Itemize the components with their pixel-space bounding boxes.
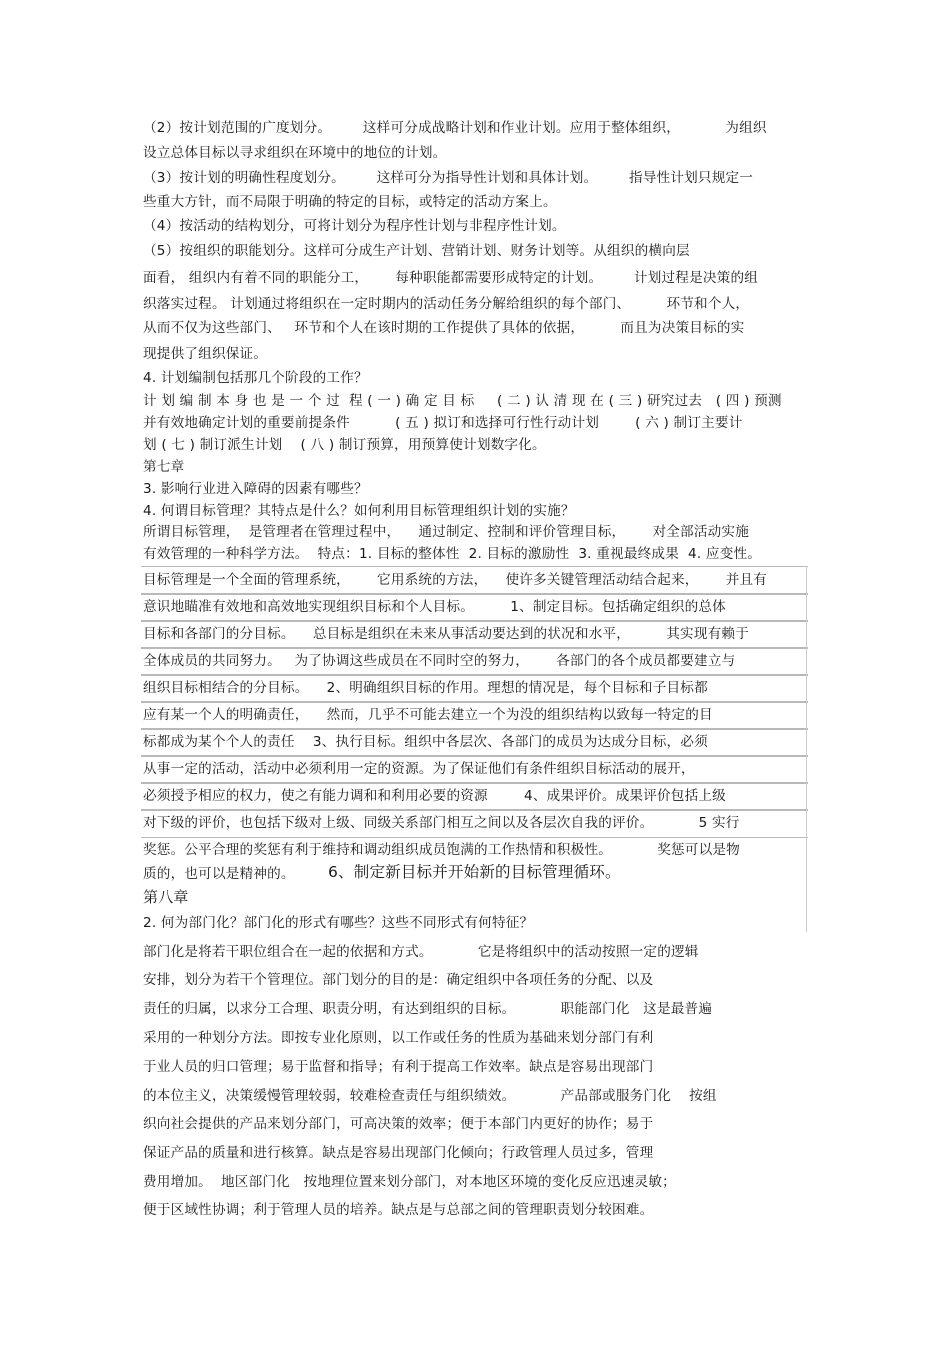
text-line: 现提供了组织保证。	[143, 346, 268, 362]
chapter-heading: 第八章	[143, 888, 189, 906]
text-line: （4）按活动的结构划分，可将计划分为程序性计划与非程序性计划。	[143, 218, 566, 234]
text-line: 保证产品的质量和进行核算。缺点是容易出现部门化倾向；行政管理人员过多，管理	[143, 1145, 654, 1161]
text-box-right-edge	[806, 566, 807, 932]
text-line: 织落实过程。 计划通过将组织在一定时期内的活动任务分解给组织的每个部门、 环节和个人，	[143, 296, 750, 312]
text-line: 责任的归属，以求分工合理、职责分明，有达到组织的目标。 职能部门化 这是最普遍	[143, 1001, 713, 1017]
text-line: 应有某一个人的明确责任， 然而，几乎不可能去建立一个为没的组织结构以致每一特定的目	[143, 707, 713, 723]
text-line: 组织目标相结合的分目标。 2、明确组织目标的作用。理想的情况是，每个目标和子目标都	[143, 680, 708, 696]
chapter-heading: 第七章	[143, 459, 185, 475]
text-line: 质的，也可以是精神的。	[143, 866, 295, 882]
text-line: 从事一定的活动，活动中必须利用一定的资源。为了保证他们有条件组织目标活动的展开，	[143, 761, 695, 777]
text-line: 划 ( 七 ) 制订派生计划 ( 八 ) 制订预算，用预算使计划数字化。	[143, 437, 546, 453]
text-line: 安排，划分为若干个管理位。部门划分的目的是：确定组织中各项任务的分配、以及	[143, 972, 654, 988]
question-heading: 4. 计划编制包括那几个阶段的工作？	[143, 370, 368, 386]
text-line: 所谓目标管理， 是管理者在管理过程中， 通过制定、控制和评价管理目标， 对全部活动实施	[143, 524, 749, 540]
text-line: 面看， 组织内有着不同的职能分工， 每种职能都需要形成特定的计划。 计划过程是决策的组	[143, 270, 759, 286]
text-line: 有效管理的一种科学方法。 特点：1. 目标的整体性 2. 目标的激励性 3. 重视最终成果 4. 应变性。	[143, 546, 762, 562]
text-line: 便于区域性协调；利于管理人员的培养。缺点是与总部之间的管理职责划分较困难。	[143, 1202, 654, 1218]
text-line: （5）按组织的职能划分。这样可分成生产计划、营销计划、财务计划等。从组织的横向层	[143, 243, 690, 259]
text-line: 全体成员的共同努力。 为了协调这些成员在不同时空的努力， 各部门的各个成员都要建立与	[143, 653, 736, 669]
text-line: 部门化是将若干职位组合在一起的依据和方式。 它是将组织中的活动按照一定的逻辑	[143, 944, 699, 960]
text-line: 目标管理是一个全面的管理系统， 它用系统的方法， 使许多关键管理活动结合起来， 并且有	[143, 572, 768, 588]
text-line: 计 划 编 制 本 身 也 是 一 个 过 程 ( 一 ) 确 定 目 标 ( 二 ) 认 清 现 在 ( 三 ) 研究过去 ( 四 ) 预测	[143, 393, 782, 409]
text-line-large: 6、制定新目标并开始新的目标管理循环。	[328, 863, 621, 881]
text-line: 标都成为某个个人的责任 3、执行目标。组织中各层次、各部门的成员为达成分目标，必须	[143, 734, 708, 750]
text-line: 必须授予相应的权力，使之有能力调和和利用必要的资源 4、成果评价。成果评价包括上级	[143, 788, 726, 804]
text-line: （3）按计划的明确性程度划分。 这样可分为指导性计划和具体计划。 指导性计划只规定一	[143, 170, 754, 186]
text-line: 采用的一种划分方法。即按专业化原则，以工作或任务的性质为基础来划分部门有利	[143, 1030, 654, 1046]
text-line: 于业人员的归口管理；易于监督和指导；有利于提高工作效率。缺点是容易出现部门	[143, 1059, 654, 1075]
text-line: 奖惩。公平合理的奖惩有利于维持和调动组织成员饱满的工作热情和积极性。 奖惩可以是物	[143, 842, 740, 858]
text-line: 意识地瞄准有效地和高效地实现组织目标和个人目标。 1、制定目标。包括确定组织的总体	[143, 599, 726, 615]
question-heading: 4. 何谓目标管理？其特点是什么？如何利用目标管理组织计划的实施？	[143, 503, 575, 519]
text-line: 并有效地确定计划的重要前提条件 ( 五 ) 拟订和选择可行性行动计划 ( 六 ) 制订主要计	[143, 415, 743, 431]
text-line: 的本位主义，决策缓慢管理较弱，较难检查责任与组织绩效。 产品部或服务门化 按组	[143, 1088, 717, 1104]
text-line: 对下级的评价，也包括下级对上级、同级关系部门相互之间以及各层次自我的评价。 5 实行	[143, 815, 740, 831]
text-line: （2）按计划范围的广度划分。 这样可分成战略计划和作业计划。应用于整体组织， 为组织	[143, 120, 767, 136]
text-line: 些重大方针，而不局限于明确的特定的目标，或特定的活动方案上。	[143, 194, 557, 210]
text-line: 目标和各部门的分目标。 总目标是组织在未来从事活动要达到的状况和水平， 其实现有赖于	[143, 626, 749, 642]
text-line: 费用增加。 地区部门化 按地理位置来划分部门，对本地区环境的变化反应迅速灵敏；	[143, 1174, 676, 1190]
question-heading: 2. 何为部门化？部门化的形式有哪些？这些不同形式有何特征？	[143, 915, 534, 931]
text-line: 织向社会提供的产品来划分部门，可高决策的效率；便于本部门内更好的协作；易于	[143, 1116, 654, 1132]
text-line: 从而不仅为这些部门、 环节和个人在该时期的工作提供了具体的依据， 而且为决策目标的实	[143, 320, 745, 336]
text-line: 设立总体目标以寻求组织在环境中的地位的计划。	[143, 145, 447, 161]
question-heading: 3. 影响行业进入障碍的因素有哪些？	[143, 481, 368, 497]
